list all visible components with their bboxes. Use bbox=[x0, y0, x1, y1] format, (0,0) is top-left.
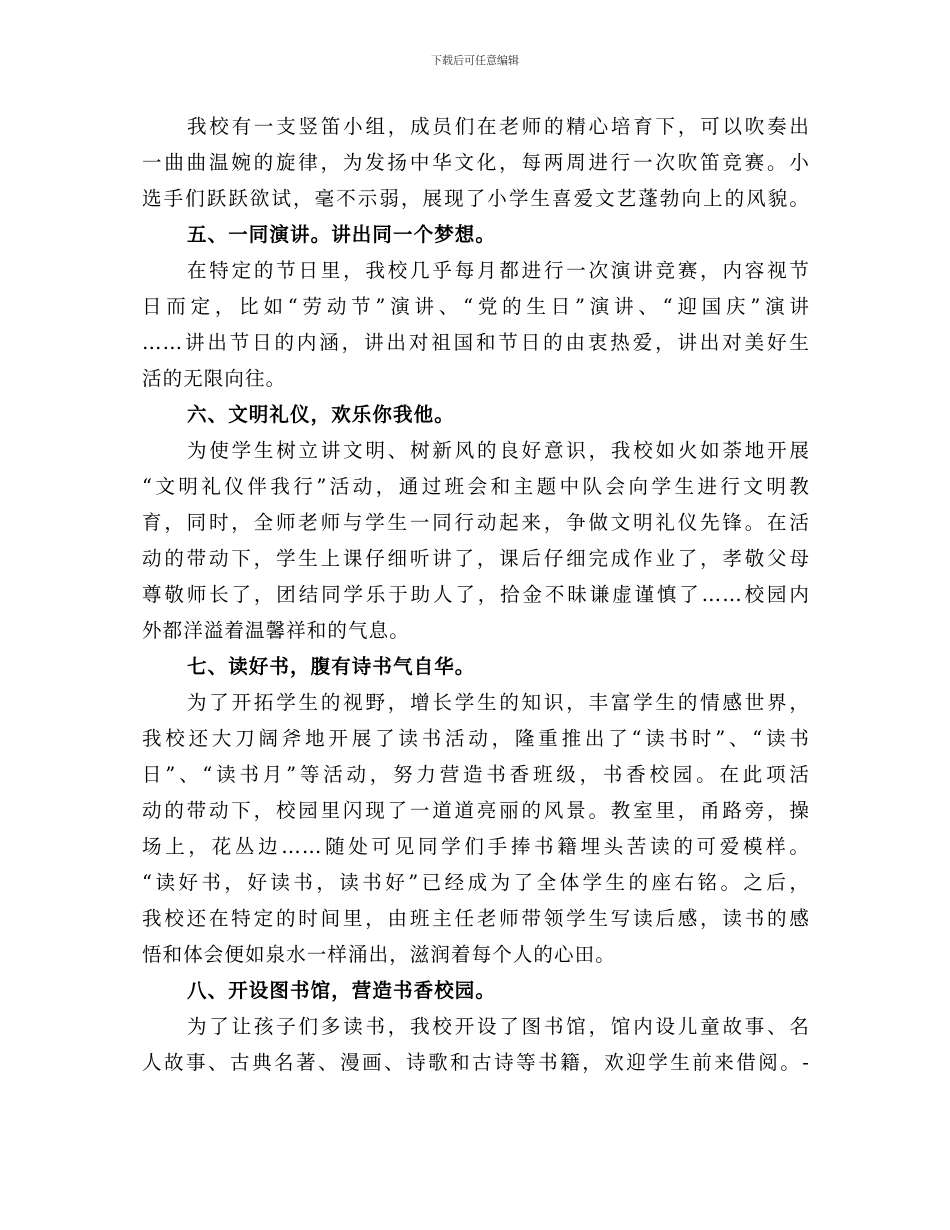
paragraph-line: “读好书，好读书，读书好”已经成为了全体学生的座右铭。之后， bbox=[142, 871, 810, 894]
paragraph-line: 动的带动下，校园里闪现了一道道亮丽的风景。教室里，甬路旁，操 bbox=[142, 799, 810, 822]
paragraph-line: 尊敬师长了，团结同学乐于助人了，拾金不昧谦虚谨慎了……校园内 bbox=[142, 583, 810, 606]
paragraph-line: 场上，花丛边……随处可见同学们手捧书籍埋头苦读的可爱模样。 bbox=[142, 835, 810, 858]
paragraph-line: 为使学生树立讲文明、树新风的良好意识，我校如火如荼地开展 bbox=[187, 439, 810, 462]
section-heading: 八、开设图书馆，营造书香校园。 bbox=[187, 979, 497, 1002]
paragraph-line: 我校还在特定的时间里，由班主任老师带领学生写读后感，读书的感 bbox=[142, 907, 810, 930]
paragraph-line: 外都洋溢着温馨祥和的气息。 bbox=[142, 619, 410, 642]
paragraph-line: 我校有一支竖笛小组，成员们在老师的精心培育下，可以吹奏出 bbox=[187, 115, 810, 138]
document-body bbox=[142, 109, 810, 1081]
paragraph-line: 活的无限向往。 bbox=[142, 367, 287, 390]
paragraph-line: 我校还大刀阔斧地开展了读书活动，隆重推出了“读书时”、“读书 bbox=[142, 727, 810, 750]
paragraph-line: 一曲曲温婉的旋律，为发扬中华文化，每两周进行一次吹笛竞赛。小 bbox=[142, 151, 810, 174]
paragraph-line: “文明礼仪伴我行”活动，通过班会和主题中队会向学生进行文明教 bbox=[142, 475, 810, 498]
paragraph-line: 为了开拓学生的视野，增长学生的知识，丰富学生的情感世界， bbox=[187, 691, 810, 714]
paragraph-line: 日而定，比如“劳动节”演讲、“党的生日”演讲、“迎国庆”演讲 bbox=[142, 295, 810, 318]
page-header: 下载后可任意编辑 bbox=[431, 54, 519, 67]
paragraph-line: 育，同时，全师老师与学生一同行动起来，争做文明礼仪先锋。在活 bbox=[142, 511, 810, 534]
paragraph-line: 日”、“读书月”等活动，努力营造书香班级，书香校园。在此项活 bbox=[142, 763, 810, 786]
paragraph-line: 为了让孩子们多读书，我校开设了图书馆，馆内设儿童故事、名 bbox=[187, 1015, 810, 1038]
paragraph-line: 悟和体会便如泉水一样涌出，滋润着每个人的心田。 bbox=[142, 943, 616, 966]
section-heading: 七、读好书，腹有诗书气自华。 bbox=[187, 655, 476, 678]
section-heading: 五、一同演讲。讲出同一个梦想。 bbox=[187, 223, 497, 246]
paragraph-line: 在特定的节日里，我校几乎每月都进行一次演讲竞赛，内容视节 bbox=[187, 259, 810, 282]
paragraph-line: 动的带动下，学生上课仔细听讲了，课后仔细完成作业了，孝敬父母 bbox=[142, 547, 810, 570]
paragraph-line: 人故事、古典名著、漫画、诗歌和古诗等书籍，欢迎学生前来借阅。- bbox=[142, 1051, 810, 1074]
paragraph-line: 选手们跃跃欲试，毫不示弱，展现了小学生喜爱文艺蓬勃向上的风貌。 bbox=[142, 187, 810, 210]
paragraph-line: ……讲出节日的内涵，讲出对祖国和节日的由衷热爱，讲出对美好生 bbox=[142, 331, 810, 354]
section-heading: 六、文明礼仪，欢乐你我他。 bbox=[187, 403, 455, 426]
